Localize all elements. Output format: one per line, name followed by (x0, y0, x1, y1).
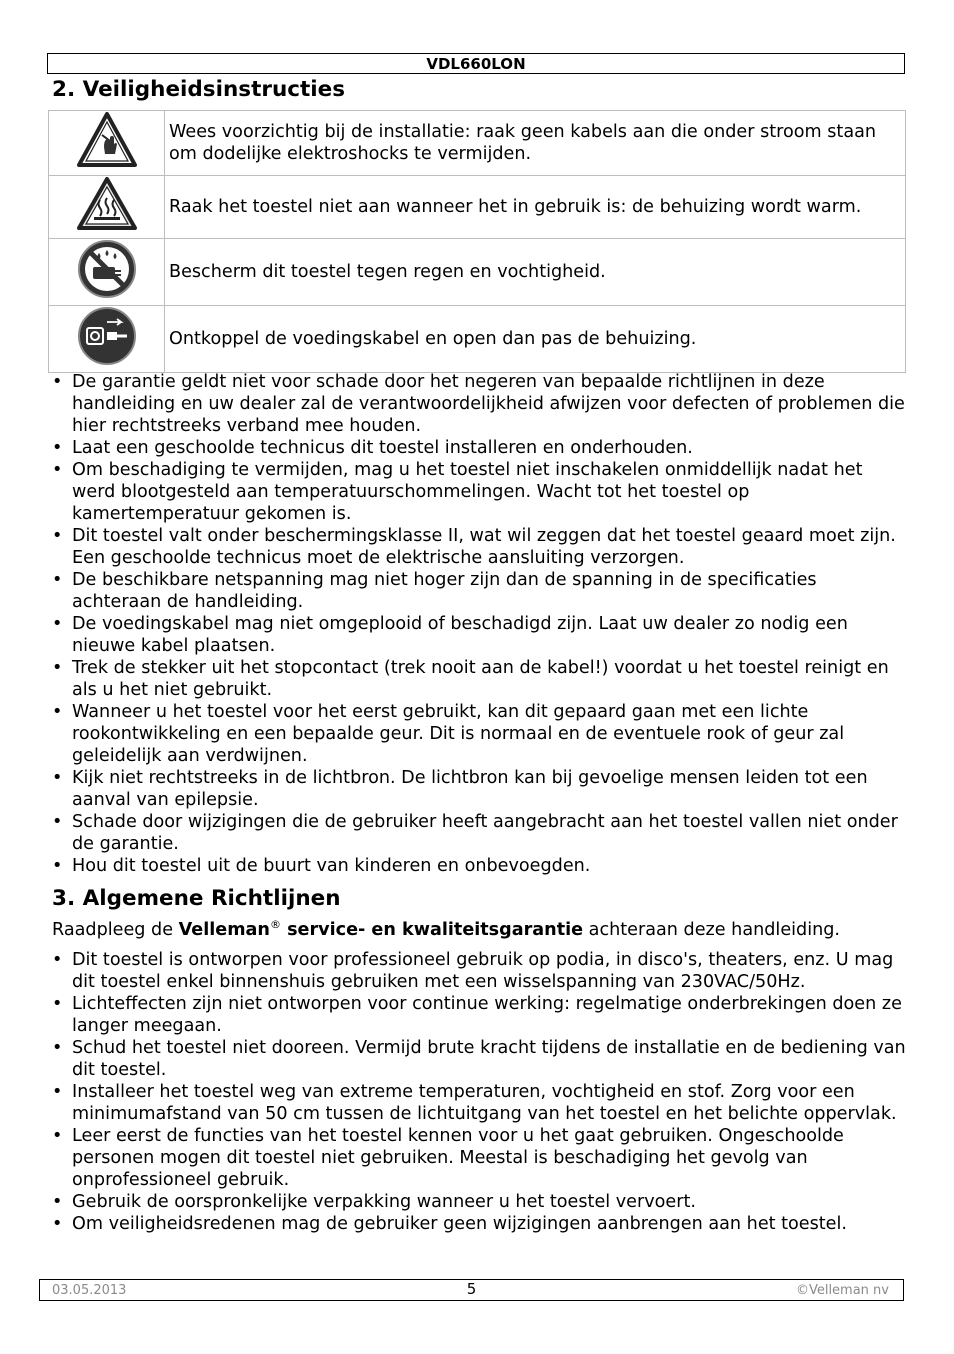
symbol-row (49, 111, 906, 176)
list-item: • Dit toestel valt onder beschermingsklasse II, wat wil zeggen dat het toestel geaard moet zijn. Een geschoolde technicus moet de elektrische aansluiting verzorgen. (52, 525, 907, 569)
section-3-title: 3. Algemene Richtlijnen (52, 886, 341, 911)
list-item: • Leer eerst de functies van het toestel kennen voor u het gaat gebruiken. Ongeschoolde personen mogen dit toestel niet gebruiken. Meestal is beschadiging het gevolg van onprofessioneel gebruik. (52, 1125, 907, 1191)
symbol-cell (49, 176, 165, 239)
list-item: • De beschikbare netspanning mag niet hoger zijn dan de spanning in de specificaties achteraan de handleiding. (52, 569, 907, 613)
page-number: 5 (466, 1280, 477, 1298)
hot-surface-warning-icon (76, 176, 138, 232)
list-item: • Laat een geschoolde technicus dit toestel installeren en onderhouden. (52, 437, 907, 459)
list-item: • Om beschadiging te vermijden, mag u het toestel niet inschakelen onmiddellijk nadat het werd blootgesteld aan temperatuurschommelingen. Wacht tot het toestel op kamertemperatuur gekomen is. (52, 459, 907, 525)
symbol-text: Wees voorzichtig bij de installatie: raak geen kabels aan die onder stroom staan om dodelijke elektroshocks te vermijden. (165, 111, 906, 176)
section-3-intro (52, 919, 840, 941)
intro-suffix: achteraan deze handleiding. (583, 920, 841, 940)
section-2-title: 2. Veiligheidsinstructies (52, 77, 346, 102)
list-item: • Wanneer u het toestel voor het eerst gebruikt, kan dit gepaard gaan met een lichte rookontwikkeling en een bepaalde geur. Dit is normaal en de eventuele rook of geur zal geleidelijk aan verdwijnen. (52, 701, 907, 767)
warranty-name: service- en kwaliteitsgarantie (280, 920, 584, 940)
symbol-cell (49, 239, 165, 306)
symbol-text: Ontkoppel de voedingskabel en open dan pas de behuizing. (165, 306, 906, 373)
brand-name: Velleman (178, 920, 270, 940)
safety-symbols-table (48, 110, 906, 373)
electric-shock-warning-icon (76, 111, 138, 169)
document-footer (39, 1279, 904, 1301)
protect-from-rain-icon (77, 239, 137, 299)
symbol-text: Raak het toestel niet aan wanneer het in gebruik is: de behuizing wordt warm. (165, 176, 906, 239)
list-item: • Lichteffecten zijn niet ontworpen voor continue werking: regelmatige onderbrekingen doen ze langer meegaan. (52, 993, 907, 1037)
model-number: VDL660LON (426, 55, 526, 73)
intro-prefix: Raadpleeg de (52, 920, 179, 940)
footer-date: 03.05.2013 (52, 1283, 127, 1298)
disconnect-power-icon (77, 306, 137, 366)
list-item: • Trek de stekker uit het stopcontact (trek nooit aan de kabel!) voordat u het toestel reinigt en als u het niet gebruikt. (52, 657, 907, 701)
symbol-cell (49, 111, 165, 176)
list-item: • Schud het toestel niet dooreen. Vermijd brute kracht tijdens de installatie en de bediening van dit toestel. (52, 1037, 907, 1081)
registered-mark: ® (269, 918, 281, 932)
symbol-text: Bescherm dit toestel tegen regen en vochtigheid. (165, 239, 906, 306)
list-item: • Installeer het toestel weg van extreme temperaturen, vochtigheid en stof. Zorg voor een minimumafstand van 50 cm tussen de lichtuitgang van het toestel en het belichte oppervlak. (52, 1081, 907, 1125)
list-item: • De voedingskabel mag niet omgeplooid of beschadigd zijn. Laat uw dealer zo nodig een nieuwe kabel plaatsen. (52, 613, 907, 657)
symbol-row (49, 239, 906, 306)
list-item: • De garantie geldt niet voor schade door het negeren van bepaalde richtlijnen in deze handleiding en uw dealer zal de verantwoordelijkheid afwijzen voor defecten of problemen die hier rechtstreeks verband mee houden. (52, 371, 907, 437)
list-item: • Schade door wijzigingen die de gebruiker heeft aangebracht aan het toestel vallen niet onder de garantie. (52, 811, 907, 855)
list-item: • Kijk niet rechtstreeks in de lichtbron. De lichtbron kan bij gevoelige mensen leiden tot een aanval van epilepsie. (52, 767, 907, 811)
list-item: • Gebruik de oorspronkelijke verpakking wanneer u het toestel vervoert. (52, 1191, 907, 1213)
symbol-row (49, 306, 906, 373)
list-item: • Om veiligheidsredenen mag de gebruiker geen wijzigingen aanbrengen aan het toestel. (52, 1213, 907, 1235)
document-header (47, 53, 905, 74)
general-guidelines-list (52, 949, 907, 1235)
list-item: • Dit toestel is ontworpen voor professioneel gebruik op podia, in disco's, theaters, enz. U mag dit toestel enkel binnenshuis gebruiken met een wisselspanning van 230VAC/50Hz. (52, 949, 907, 993)
safety-instructions-list (52, 371, 907, 877)
list-item: • Hou dit toestel uit de buurt van kinderen en onbevoegden. (52, 855, 907, 877)
symbol-cell (49, 306, 165, 373)
footer-copyright: ©Velleman nv (795, 1283, 889, 1298)
symbol-row (49, 176, 906, 239)
